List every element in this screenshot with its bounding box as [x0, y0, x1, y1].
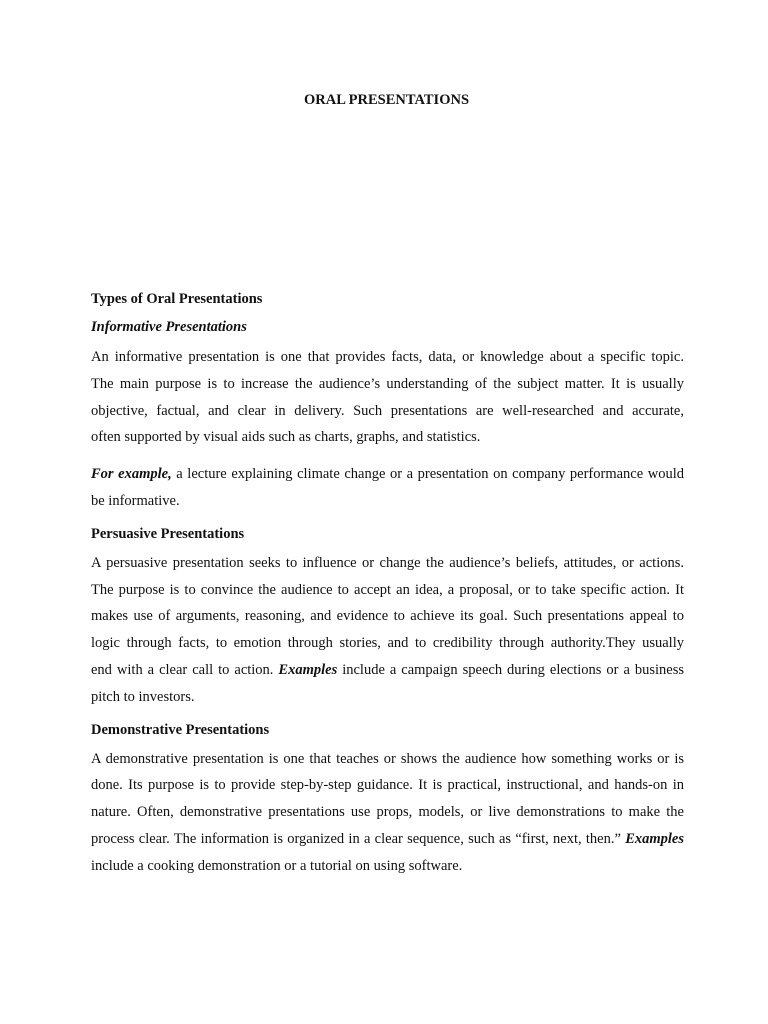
demonstrative-line: done. Its purpose is to provide step-by-step guidance. It is practical, instructional, and hands-on in	[91, 777, 684, 794]
informative-line: The main purpose is to increase the audience’s understanding of the subject matter. It is usually	[91, 375, 684, 392]
informative-heading: Informative Presentations	[91, 319, 247, 335]
demonstrative-emphasis: Examples	[625, 830, 684, 847]
document-body	[91, 288, 684, 880]
persuasive-line: logic through facts, to emotion through stories, and to credibility through authority.They usually	[91, 635, 684, 652]
persuasive-line	[91, 657, 684, 684]
persuasive-heading: Persuasive Presentations	[91, 525, 245, 542]
persuasive-line: pitch to investors.	[91, 688, 195, 705]
demonstrative-line: nature. Often, demonstrative presentations use props, models, or live demonstrations to make the	[91, 804, 684, 821]
example-text: a lecture explaining climate change or a presentation on company performance would	[171, 466, 684, 483]
demonstrative-line: A demonstrative presentation is one that teaches or shows the audience how something works or is	[91, 750, 684, 767]
persuasive-line: The purpose is to convince the audience to accept an idea, a proposal, or to take specific action. It	[91, 581, 684, 598]
persuasive-line: A persuasive presentation seeks to influence or change the audience’s beliefs, attitudes, or actions.	[91, 554, 684, 571]
informative-example-paragraph	[91, 461, 684, 515]
persuasive-line: makes use of arguments, reasoning, and evidence to achieve its goal. Such presentations appeal to	[91, 608, 684, 625]
persuasive-text: include a campaign speech during elections or a business	[337, 661, 685, 678]
demonstrative-text: process clear. The information is organized in a clear sequence, such as “first, next, then.”	[91, 830, 626, 847]
informative-line: objective, factual, and clear in delivery. Such presentations are well-researched and accurate,	[91, 402, 684, 419]
persuasive-paragraph	[91, 550, 684, 711]
persuasive-emphasis: Examples	[278, 661, 338, 678]
document-title: ORAL PRESENTATIONS	[303, 92, 470, 108]
section-heading: Types of Oral Presentations	[91, 291, 263, 307]
informative-line: An informative presentation is one that provides facts, data, or knowledge about a specific topic.	[91, 349, 684, 365]
informative-example-line	[91, 461, 684, 488]
demonstrative-heading: Demonstrative Presentations	[91, 721, 270, 738]
informative-example-line: be informative.	[91, 492, 180, 509]
informative-line: often supported by visual aids such as charts, graphs, and statistics.	[91, 429, 481, 446]
demonstrative-line	[91, 826, 684, 853]
demonstrative-paragraph	[91, 746, 684, 880]
persuasive-text: end with a clear call to action.	[91, 661, 279, 678]
example-lead: For example,	[91, 466, 172, 483]
demonstrative-line: include a cooking demonstration or a tutorial on using software.	[91, 857, 463, 874]
informative-paragraph	[91, 344, 684, 451]
